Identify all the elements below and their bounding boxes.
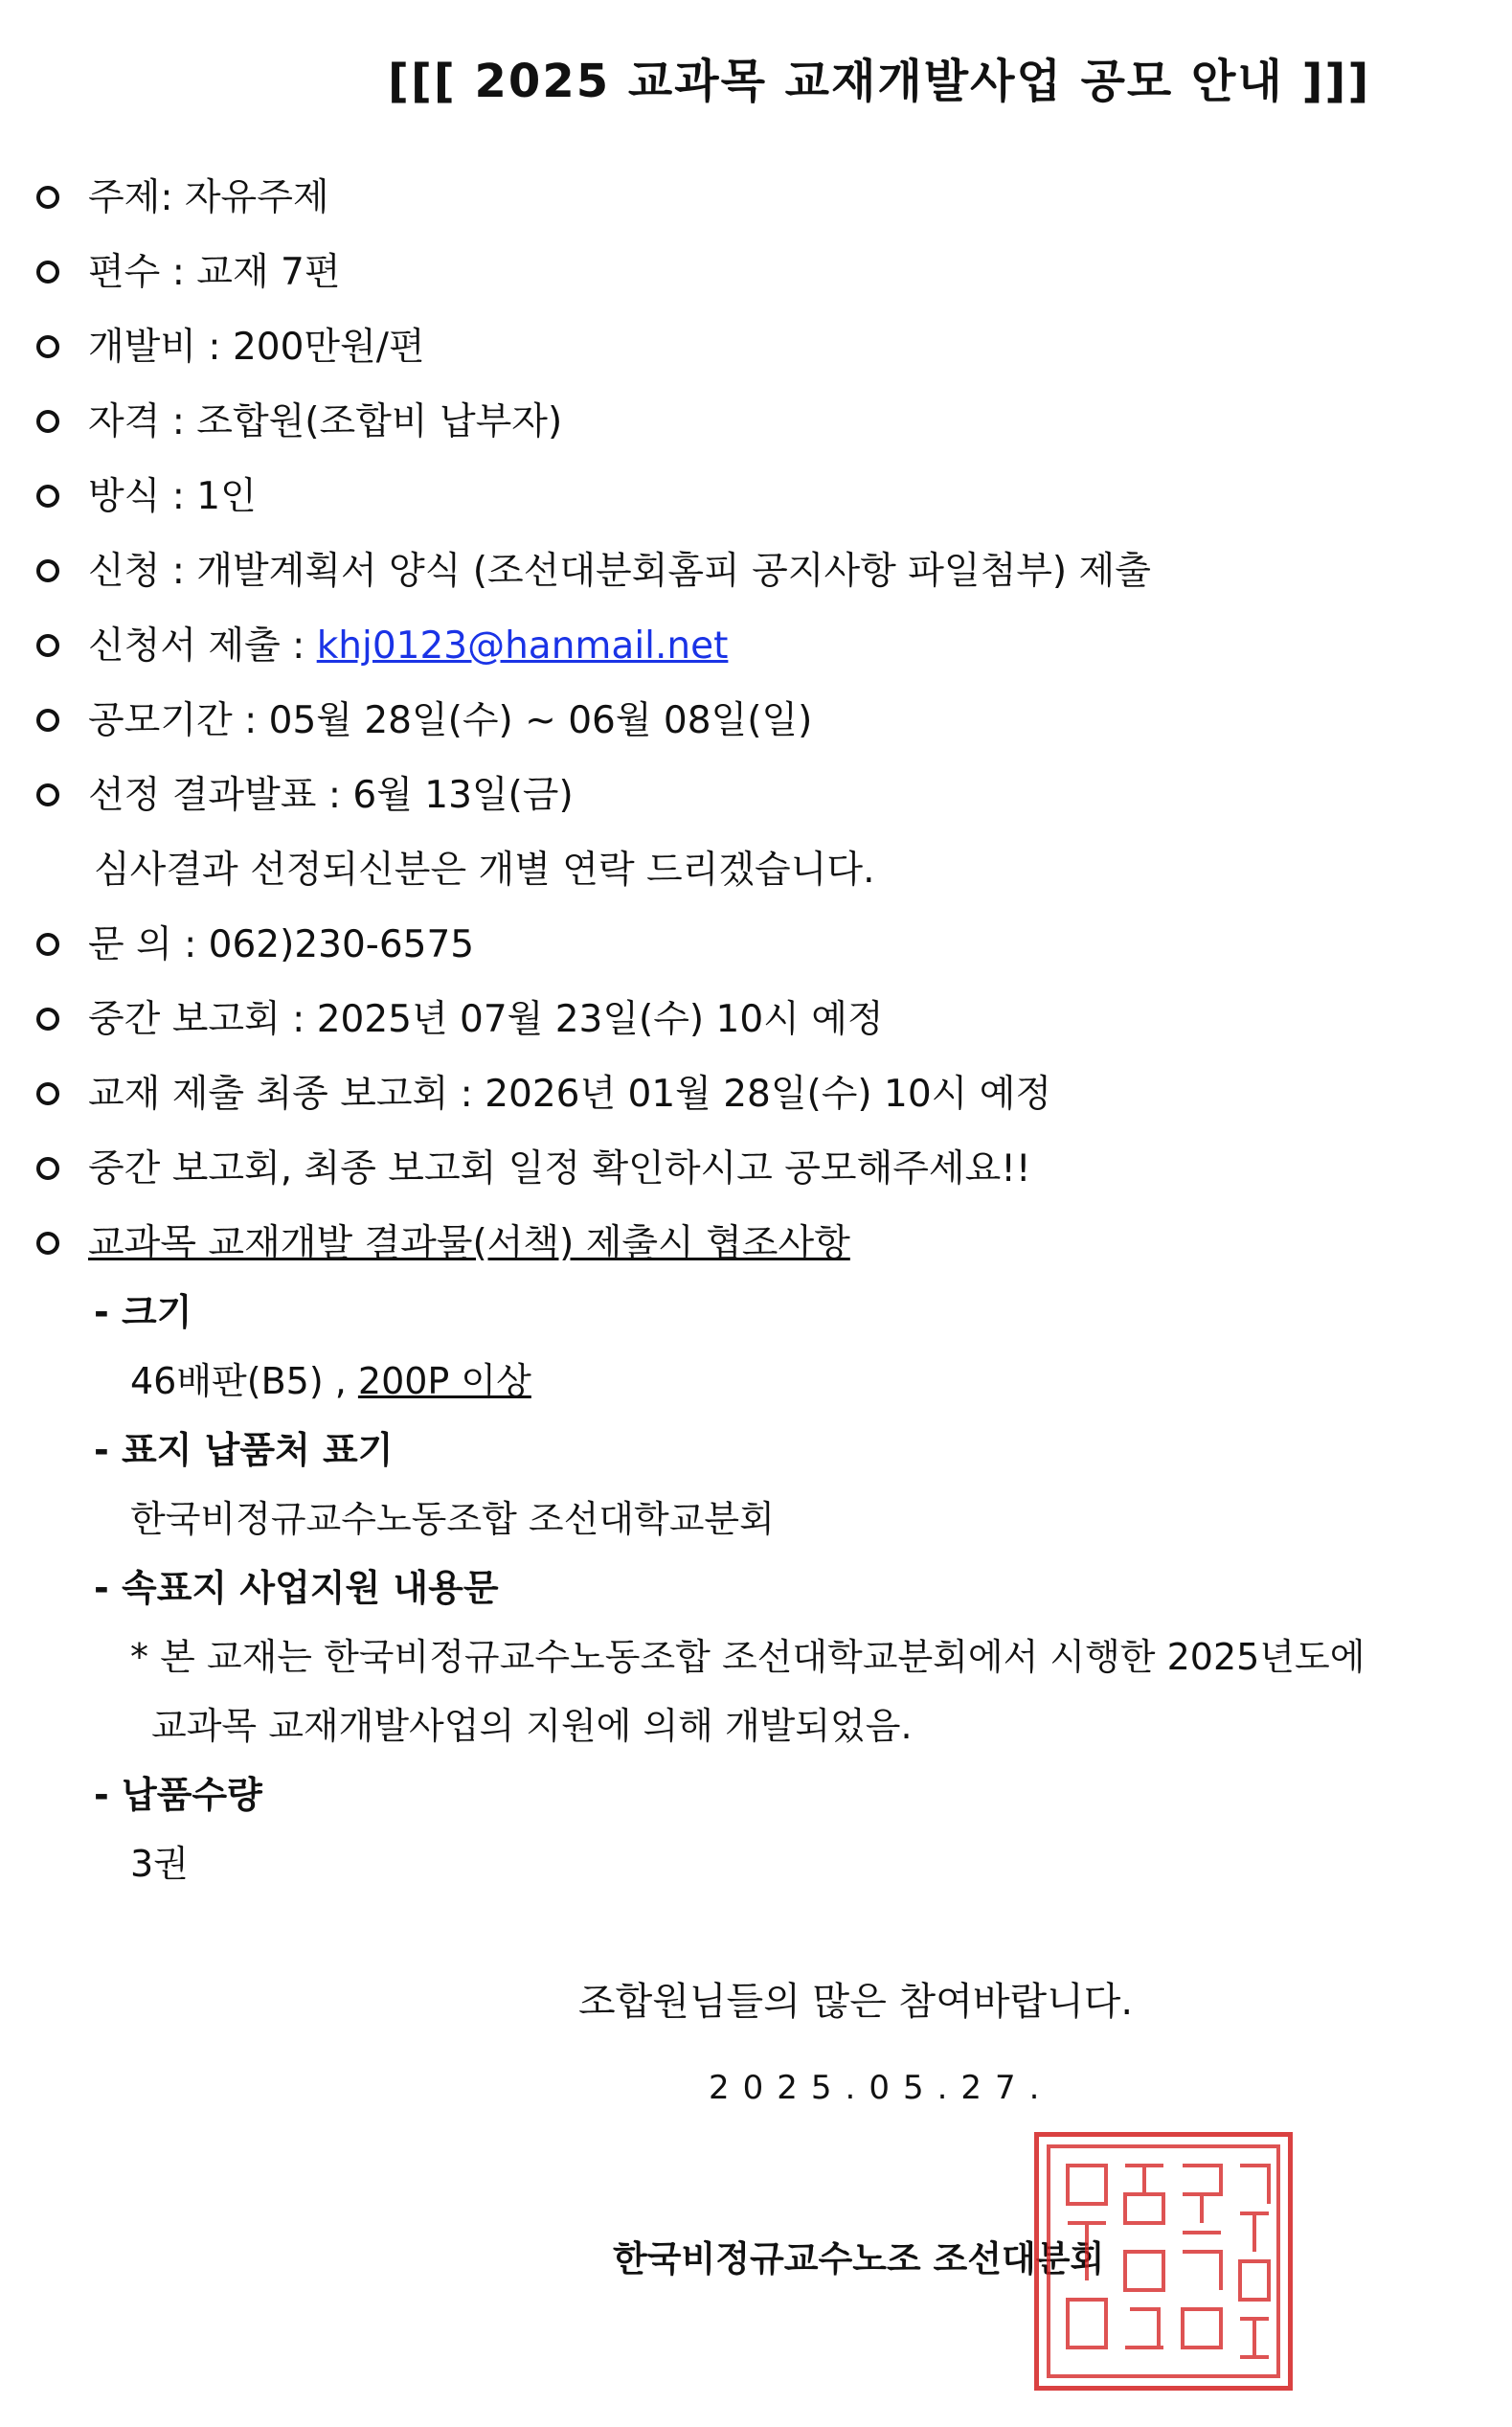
document-date: 2025.05.27. — [709, 2069, 1053, 2107]
reminder-text: 중간 보고회, 최종 보고회 일정 확인하시고 공모해주세요!! — [88, 1147, 1031, 1191]
size-value-format: 46배판(B5) , — [130, 1360, 358, 1402]
cover-label: - 표지 납품처 표기 — [94, 1429, 394, 1471]
final-item — [36, 1071, 1051, 1119]
final-text: 교재 제출 최종 보고회 : 2026년 01월 28일(수) 10시 예정 — [88, 1073, 1052, 1116]
submit-email-link[interactable]: khj0123@hanmail.net — [316, 624, 729, 668]
topic-item — [36, 174, 329, 222]
inner-value-2: 교과목 교재개발사업의 지원에 의해 개발되었음. — [151, 1705, 913, 1747]
size-value — [130, 1358, 531, 1404]
announce-item — [36, 772, 574, 820]
reminder-item — [36, 1145, 1031, 1193]
quantity-value: 3권 — [130, 1843, 189, 1885]
bullet-circle-icon — [36, 634, 59, 657]
bullet-circle-icon — [36, 709, 59, 732]
bullet-circle-icon — [36, 783, 59, 806]
inquiry-text: 문 의 : 062)230-6575 — [88, 923, 475, 966]
bullet-circle-icon — [36, 410, 59, 433]
closing-message: 조합원님들의 많은 참여바랍니다. — [578, 1980, 1134, 2024]
cover-value: 한국비정규교수노동조합 조선대학교분회 — [130, 1498, 775, 1540]
period-text: 공모기간 : 05월 28일(수) ~ 06월 08일(일) — [88, 699, 813, 742]
budget-text: 개발비 : 200만원/편 — [88, 326, 425, 369]
announce-text: 선정 결과발표 : 6월 13일(금) — [88, 774, 574, 817]
size-label: - 크기 — [94, 1291, 192, 1333]
submit-label: 신청서 제출 : — [88, 624, 317, 668]
size-value-pages: 200P 이상 — [357, 1360, 531, 1402]
bullet-circle-icon — [36, 261, 59, 284]
application-item — [36, 548, 1151, 596]
organization-name: 한국비정규교수노조 조선대분회 — [613, 2238, 1105, 2280]
inquiry-item — [36, 921, 474, 969]
guidelines-heading: 교과목 교재개발 결과물(서책) 제출시 협조사항 — [88, 1222, 850, 1265]
count-item — [36, 249, 341, 297]
method-text: 방식 : 1인 — [88, 475, 257, 518]
application-text: 신청 : 개발계획서 양식 (조선대분회홈피 공지사항 파일첨부) 제출 — [88, 550, 1151, 593]
official-seal-stamp — [1034, 2132, 1293, 2391]
qualification-item — [36, 398, 562, 446]
page-title: [[[ 2025 교과목 교재개발사업 공모 안내 ]]] — [388, 55, 1371, 108]
period-item — [36, 697, 812, 745]
bullet-circle-icon — [36, 186, 59, 209]
count-text: 편수 : 교재 7편 — [88, 251, 341, 294]
bullet-circle-icon — [36, 485, 59, 508]
inner-label: - 속표지 사업지원 내용문 — [94, 1567, 499, 1609]
qualification-text: 자격 : 조합원(조합비 납부자) — [88, 400, 563, 443]
submit-item — [36, 623, 728, 670]
bullet-circle-icon — [36, 1232, 59, 1255]
bullet-circle-icon — [36, 933, 59, 956]
budget-item — [36, 324, 425, 372]
bullet-circle-icon — [36, 335, 59, 358]
bullet-circle-icon — [36, 1157, 59, 1180]
inner-value-1: * 본 교재는 한국비정규교수노동조합 조선대학교분회에서 시행한 2025년도에 — [130, 1636, 1365, 1678]
announce-note: 심사결과 선정되신분은 개별 연락 드리겠습니다. — [94, 849, 875, 892]
bullet-circle-icon — [36, 1008, 59, 1031]
method-item — [36, 473, 257, 521]
bullet-circle-icon — [36, 559, 59, 582]
topic-text: 주제: 자유주제 — [88, 176, 329, 219]
quantity-label: - 납품수량 — [94, 1774, 262, 1816]
interim-item — [36, 996, 884, 1044]
bullet-circle-icon — [36, 1082, 59, 1105]
seal-icon — [1039, 2137, 1288, 2386]
guidelines-item — [36, 1220, 850, 1268]
interim-text: 중간 보고회 : 2025년 07월 23일(수) 10시 예정 — [88, 998, 884, 1041]
